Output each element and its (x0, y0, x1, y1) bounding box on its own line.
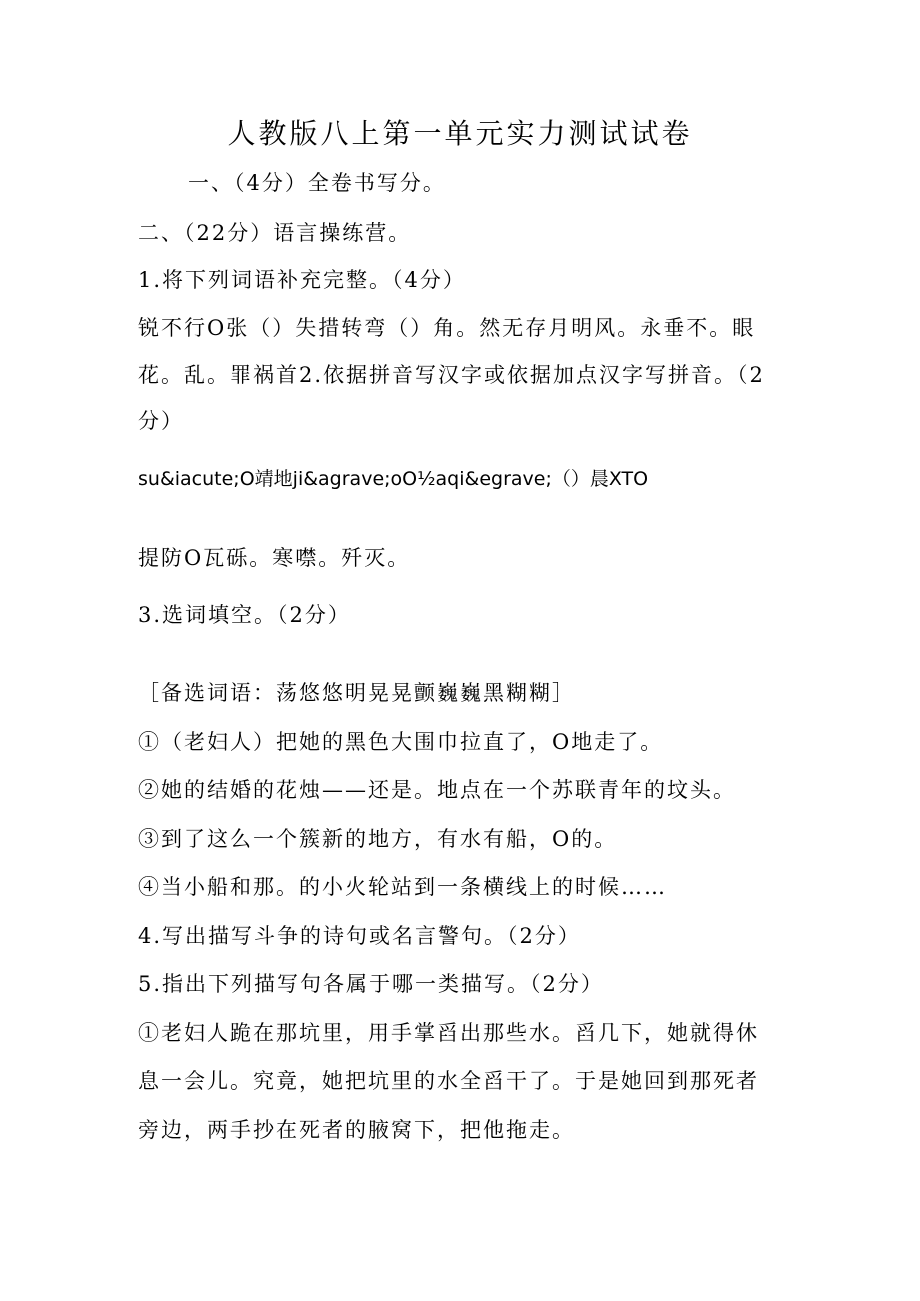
fill-item-2: ②她的结婚的花烛——还是。地点在一个苏联青年的坟头。 (138, 778, 736, 802)
question-2-score-line: 分） (138, 409, 184, 433)
word-bank-line: ［备选词语：荡悠悠明晃晃颤巍巍黑糊糊］ (138, 681, 575, 705)
description-line-3: 旁边，两手抄在死者的腋窝下，把他拖走。 (138, 1118, 575, 1142)
fill-item-1: ①（老妇人）把她的黑色大围巾拉直了，O地走了。 (138, 730, 664, 754)
question-5-line: 5.指出下列描写句各属于哪一类描写。（2分） (138, 972, 604, 996)
fill-item-3: ③到了这么一个簇新的地方，有水有船，O的。 (138, 827, 618, 851)
description-line-2: 息一会儿。究竟，她把坑里的水全舀干了。于是她回到那死者 (138, 1069, 759, 1093)
section-two-line: 二、（22分）语言操练营。 (138, 221, 412, 245)
question-3-line: 3.选词填空。（2分） (138, 603, 351, 627)
question-1-words-line: 锐不行O张（）失措转弯（）角。然无存月明风。永垂不。眼 (138, 316, 756, 340)
document-title: 人教版八上第一单元实力测试试卷 (227, 117, 693, 150)
pinyin-line: su&iacute;O靖地ji&agrave;oO½aqi&egrave;（）晨XTO (138, 468, 649, 490)
fill-item-4: ④当小船和那。的小火轮站到一条横线上的时候…… (138, 875, 667, 899)
pinyin-words-line: 提防O瓦砾。寒噤。歼灭。 (138, 546, 411, 570)
question-1-line: 1.将下列词语补充完整。（4分） (138, 268, 466, 292)
section-one-line: 一、（4分）全卷书写分。 (188, 171, 446, 195)
question-2-line: 花。乱。罪祸首2.依据拼音写汉字或依据加点汉字写拼音。（2 (138, 363, 765, 387)
description-line-1: ①老妇人跪在那坑里，用手掌舀出那些水。舀几下，她就得休 (138, 1021, 759, 1045)
question-4-line: 4.写出描写斗争的诗句或名言警句。（2分） (138, 924, 581, 948)
